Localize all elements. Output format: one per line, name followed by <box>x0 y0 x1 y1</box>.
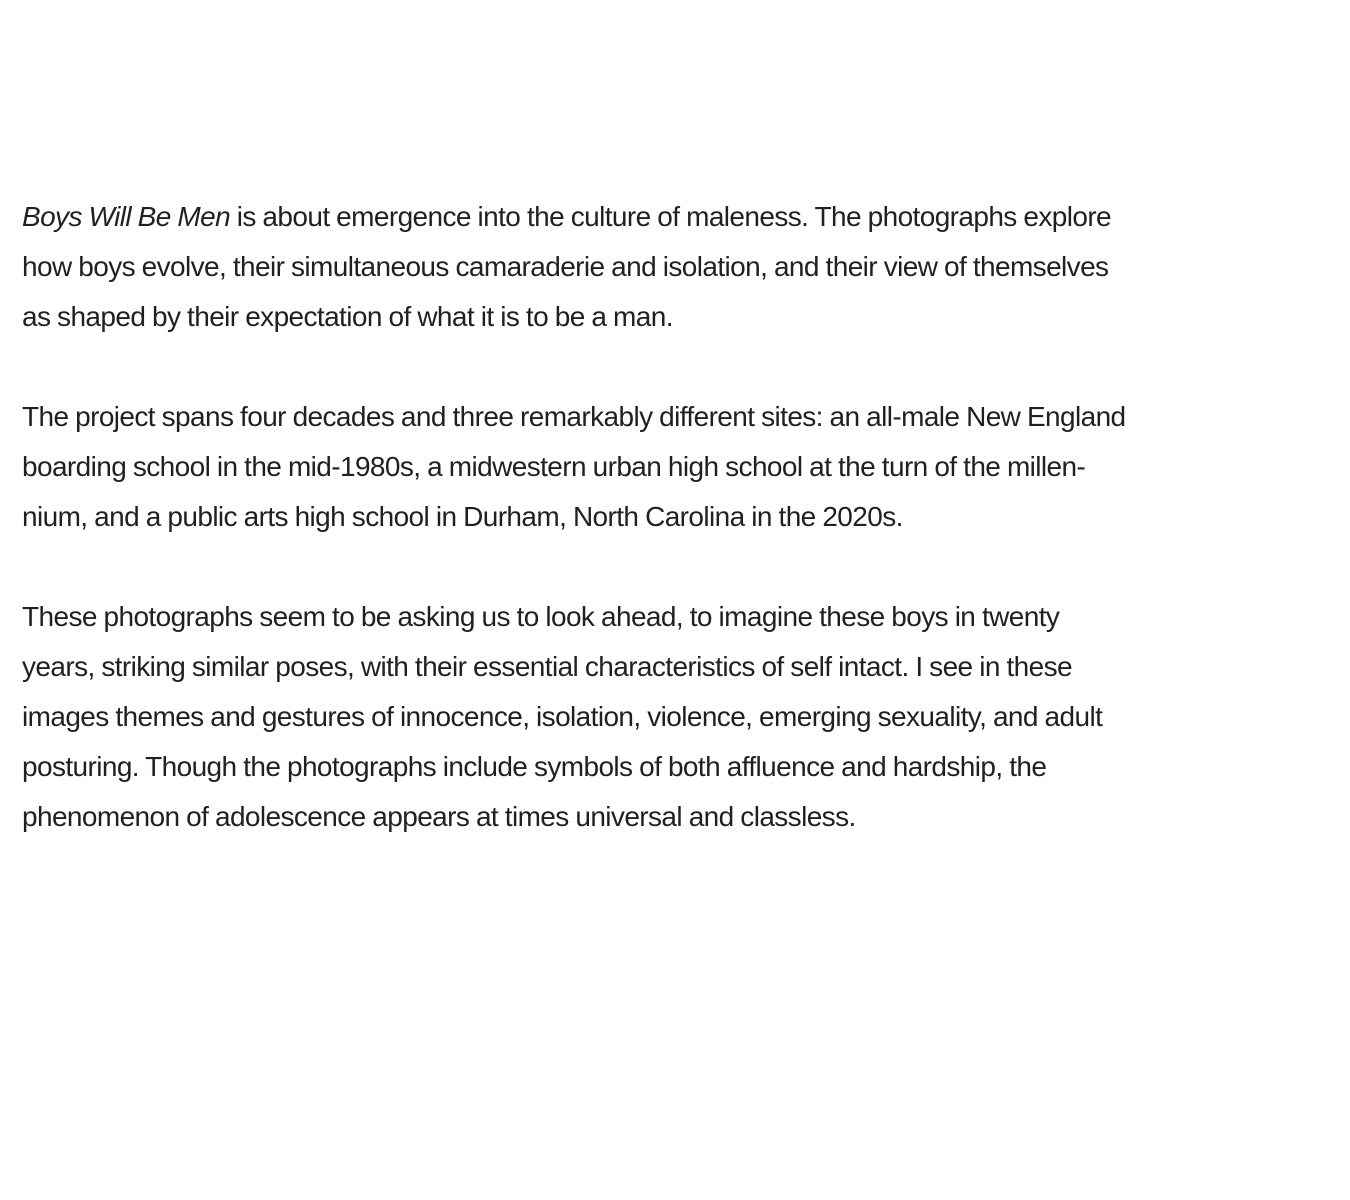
paragraph-1-line-1-text: is about emergence into the culture of maleness. The photographs explore <box>230 201 1112 232</box>
paragraph-3-line-2: years, striking similar poses, with their essential characteristics of self intact. I see in these <box>22 651 1072 682</box>
paragraph-3-line-1: These photographs seem to be asking us to look ahead, to imagine these boys in twenty <box>22 601 1060 632</box>
paragraph-1-line-3: as shaped by their expectation of what it is to be a man. <box>22 301 673 332</box>
paragraph-3-line-5: phenomenon of adolescence appears at times universal and classless. <box>22 801 856 832</box>
paragraph-2-line-2: boarding school in the mid-1980s, a midwestern urban high school at the turn of the millen- <box>22 451 1086 482</box>
statement-paragraph-3 <box>22 592 1332 842</box>
artist-statement <box>22 192 1332 892</box>
paragraph-3-line-3: images themes and gestures of innocence, isolation, violence, emerging sexuality, and adult <box>22 701 1103 732</box>
paragraph-3-line-4: posturing. Though the photographs include symbols of both affluence and hardship, the <box>22 751 1047 782</box>
paragraph-2-line-1: The project spans four decades and three remarkably different sites: an all-male New England <box>22 401 1126 432</box>
project-title: Boys Will Be Men <box>22 201 231 232</box>
statement-paragraph-2 <box>22 392 1332 542</box>
statement-paragraph-1 <box>22 192 1332 342</box>
paragraph-1-line-1 <box>22 192 1332 242</box>
paragraph-2-line-3: nium, and a public arts high school in Durham, North Carolina in the 2020s. <box>22 501 903 532</box>
paragraph-1-line-2: how boys evolve, their simultaneous camaraderie and isolation, and their view of themselves <box>22 251 1109 282</box>
